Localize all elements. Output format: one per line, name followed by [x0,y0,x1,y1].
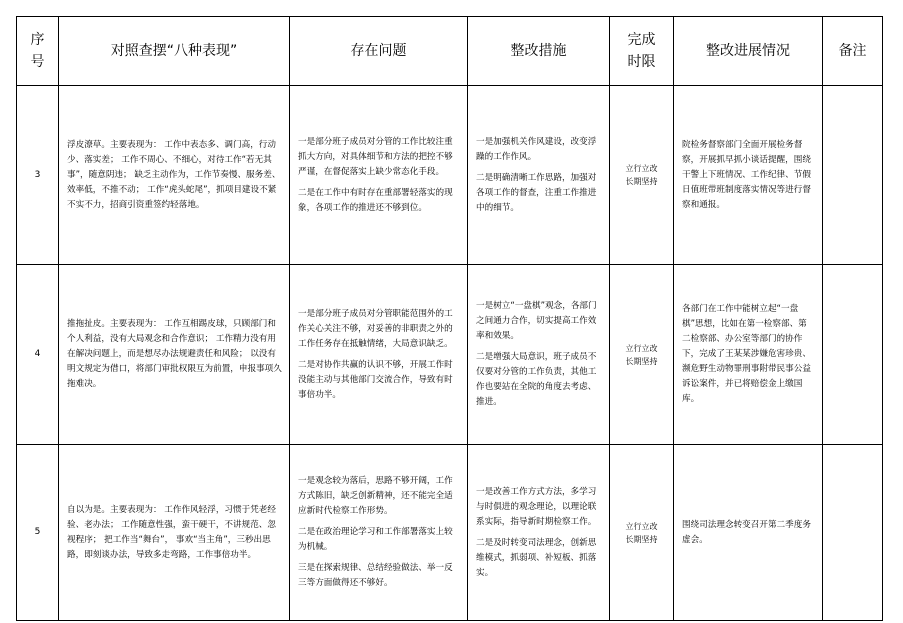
table-row [17,86,883,265]
contrast-cell: 推拖扯皮。主要表现为： 工作互相踢皮球，只顾部门和个人利益，没有大局观念和合作意识； 工作精力没有用在解决问题上，而是想尽办法规避责任和风险； 以没有明文规定为借口，将部门审批权限互为前置，申报事项久拖难决。 [59,265,290,445]
header-progress: 整改进展情况 [674,17,823,86]
header-row [17,17,883,86]
deadline-cell: 立行立改 长期坚持 [610,445,674,621]
header-problems: 存在问题 [290,17,468,86]
measures-cell: 一是树立“一盘棋”观念，各部门之间通力合作，切实提高工作效率和效果。 二是增强大局意识，班子成员不仅要对分管的工作负责，其他工作也要站在全院的角度去考虑、推进。 [468,265,610,445]
remarks-cell [823,86,883,265]
measures-cell: 一是加强机关作风建设，改变浮躁的工作作风。 二是明确清晰工作思路，加强对各项工作的督查，注重工作推进中的细节。 [468,86,610,265]
problems-cell: 一是观念较为落后，思路不够开阔，工作方式陈旧，缺乏创新精神，还不能完全适应新时代检察工作形势。 二是在政治理论学习和工作部署落实上较为机械。 三是在探索规律、总结经验做法、举一反三等方面做得还不够好。 [290,445,468,621]
contrast-cell: 自以为是。主要表现为： 工作作风轻浮，习惯于凭老经验、老办法； 工作随意性强，蛮干硬干，不讲规范、忽视程序； 把工作当“舞台”， 事欢“当主角”，三秒出思路，即刻谈办法，导致多走弯路，工作事倍功半。 [59,445,290,621]
header-deadline: 完成 时限 [610,17,674,86]
header-contrast: 对照查摆“八种表现” [59,17,290,86]
problems-cell: 一是部分班子成员对分管的工作比较注重抓大方向，对具体细节和方法的把控不够严谨，在督促落实上缺少常态化手段。 二是在工作中有时存在重部署轻落实的现象，各项工作的推进还不够到位。 [290,86,468,265]
deadline-cell: 立行立改 长期坚持 [610,265,674,445]
progress-cell: 各部门在工作中能树立起“一盘棋”思想，比如在第一检察部、第二检察部、办公室等部门的协作下，完成了王某某涉嫌危害珍贵、濒危野生动物罪刑事附带民事公益诉讼案件，并已将赔偿金上缴国库。 [674,265,823,445]
measures-cell: 一是改善工作方式方法，多学习与时俱进的观念理论，以理论联系实际，指导新时期检察工作。 二是及时转变司法理念，创新思维模式，抓弱项、补短板、抓落实。 [468,445,610,621]
deadline-cell: 立行立改 长期坚持 [610,86,674,265]
header-measures: 整改措施 [468,17,610,86]
row-index: 3 [17,86,59,265]
remarks-cell [823,265,883,445]
contrast-cell: 浮皮潦草。主要表现为： 工作中表态多、调门高，行动少、落实差； 工作不周心、不细心，对待工作“若无其事”，随意阴违； 缺乏主动作为，工作节奏慢、服务差、效率低，不推不动； 工作“虎头蛇尾”，抓项目建设不紧不实不力，招商引资重签约轻落地。 [59,86,290,265]
remarks-cell [823,445,883,621]
header-seq: 序 号 [17,17,59,86]
progress-cell: 院检务督察部门全面开展检务督察，开展抓早抓小谈话提醒，围绕干警上下班情况、工作纪律、节假日值班带班制度落实情况等进行督察和通报。 [674,86,823,265]
table-row [17,265,883,445]
problems-cell: 一是部分班子成员对分管职能范围外的工作关心关注不够，对妥善的非职责之外的工作任务存在抵触情绪，大局意识缺乏。 二是对协作共赢的认识不够，开展工作时没能主动与其他部门交流合作，导致有时事倍功半。 [290,265,468,445]
table-row [17,445,883,621]
rectification-table [16,16,883,621]
row-index: 4 [17,265,59,445]
progress-cell: 围绕司法理念转变召开第二季度务虚会。 [674,445,823,621]
header-remarks: 备注 [823,17,883,86]
row-index: 5 [17,445,59,621]
